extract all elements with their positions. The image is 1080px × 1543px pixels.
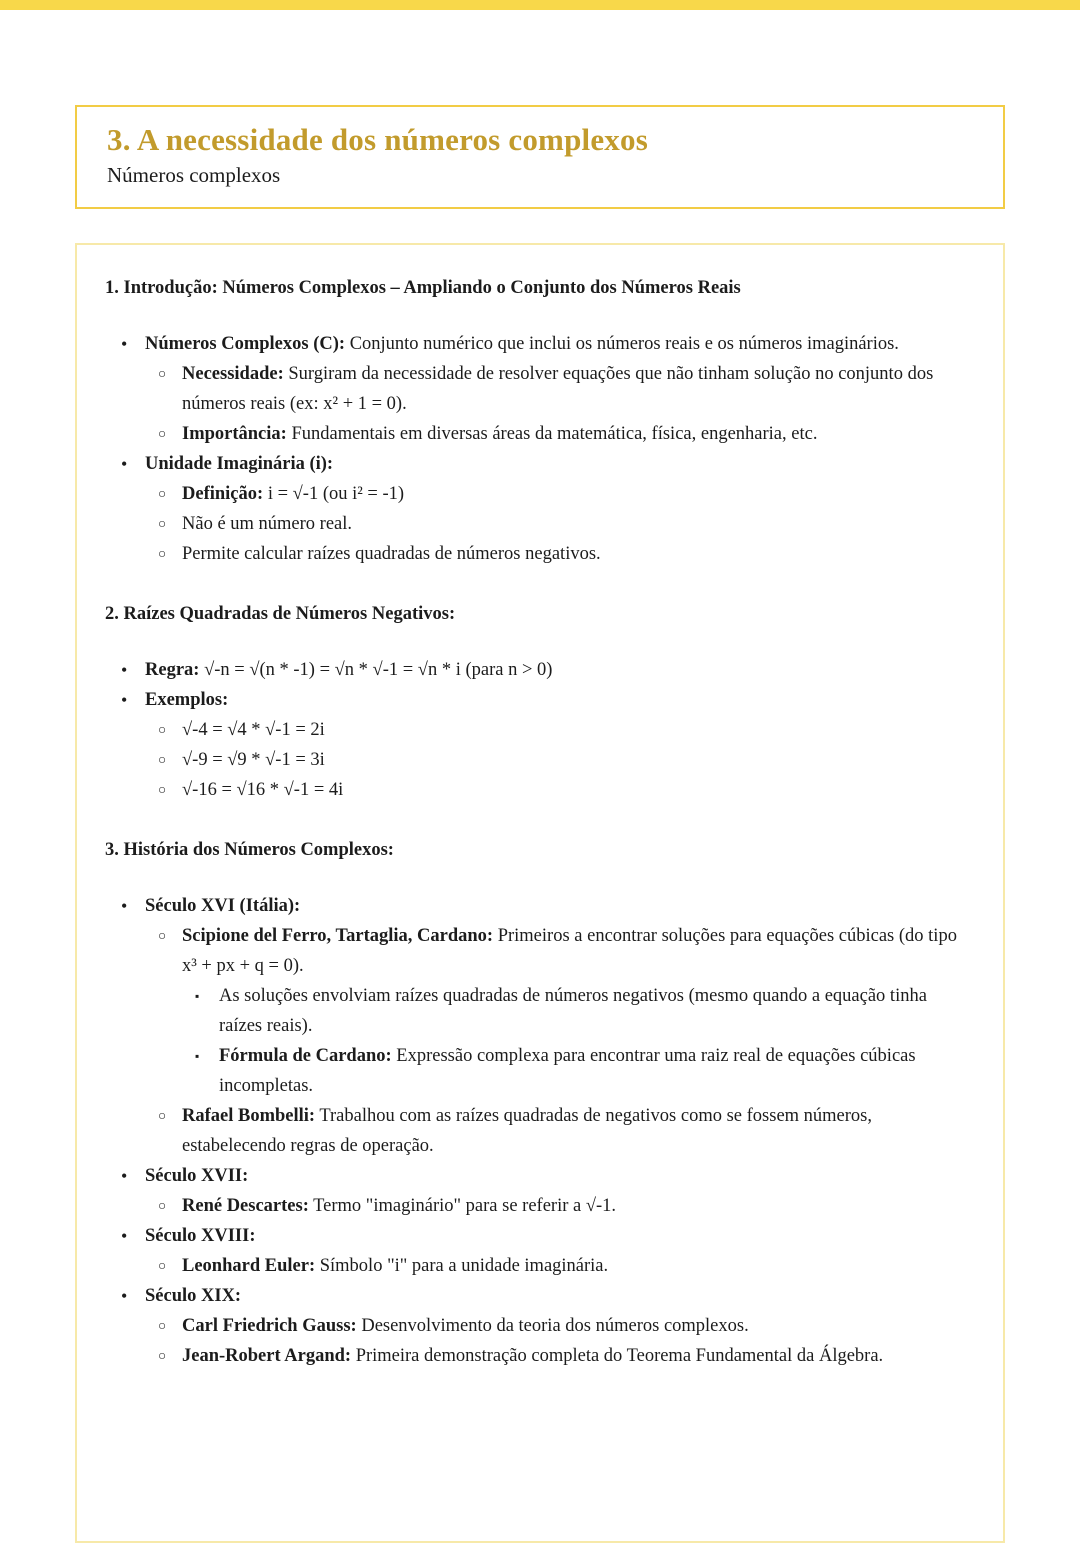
item-text [145,1221,961,1251]
item-text [145,449,961,479]
item-lead: Século XVII: [145,1166,249,1186]
content-blocks [105,273,961,1371]
bullet-icon: • [121,690,128,710]
item-lead: Números Complexos (C): [145,334,346,354]
list-item [105,655,961,685]
item-lead: Necessidade: [182,364,284,384]
bullet-icon: ○ [158,722,167,737]
bullet-icon: • [121,660,128,680]
item-lead: Século XIX: [145,1286,242,1306]
item-lead: Fórmula de Cardano: [219,1046,392,1066]
bullet-icon: ○ [158,546,167,561]
item-lead: Unidade Imaginária (i): [145,454,334,474]
list-item [105,479,961,509]
item-text: Jean-Robert Argand: Primeira demonstração completa do Teorema Fundamental da Álgebra. [182,1346,884,1366]
item-text: Não é um número real. [182,514,353,534]
item-text: Fórmula de Cardano: Expressão complexa para encontrar uma raiz real de equações cúbicas incompletas. [219,1046,916,1096]
item-text: As soluções envolviam raízes quadradas de números negativos (mesmo quando a equação tinha raízes reais). [219,986,927,1036]
list-item [105,921,961,981]
item-text: Leonhard Euler: Símbolo "i" para a unidade imaginária. [182,1256,609,1276]
top-accent-bar [0,0,1080,10]
item-lead: Carl Friedrich Gauss: [182,1316,357,1336]
bullet-icon: ▪ [195,1049,200,1063]
list-item [105,419,961,449]
list-item [105,1251,961,1281]
list-item [105,775,961,805]
item-text: René Descartes: Termo "imaginário" para se referir a √-1. [182,1196,617,1216]
item-lead: Exemplos: [145,690,229,710]
bullet-icon: ○ [158,366,167,381]
list-item [105,359,961,419]
list-item [105,329,961,359]
list-item [105,1221,961,1251]
item-lead: Importância: [182,424,287,444]
bullet-icon: ○ [158,1318,167,1333]
item-text: Scipione del Ferro, Tartaglia, Cardano: Primeiros a encontrar soluções para equações cúbicas (do tipo x³ + px + q = 0). [182,926,957,976]
bullet-icon: • [121,454,128,474]
item-lead: Século XVIII: [145,1226,256,1246]
item-text [145,1281,961,1311]
item-lead: Scipione del Ferro, Tartaglia, Cardano: [182,926,494,946]
bullet-icon: ○ [158,486,167,501]
bullet-icon: ○ [158,1348,167,1363]
section-heading: 3. História dos Números Complexos: [105,840,394,860]
item-text: Regra: √-n = √(n * -1) = √n * √-1 = √n * i (para n > 0) [145,660,553,680]
bullet-icon: ○ [158,1198,167,1213]
item-text [145,891,961,921]
bullet-icon: ○ [158,516,167,531]
list-item [105,1311,961,1341]
item-lead: Definição: [182,484,264,504]
page-subtitle: Números complexos [107,163,281,187]
bullet-icon: ○ [158,1108,167,1123]
item-text: Rafael Bombelli: Trabalhou com as raízes quadradas de negativos como se fossem números, estabelecendo regras de operação. [182,1106,873,1156]
item-lead: Século XVI (Itália): [145,896,301,916]
section-heading: 1. Introdução: Números Complexos – Ampliando o Conjunto dos Números Reais [105,278,741,298]
bullet-icon: • [121,334,128,354]
list-item [105,509,961,539]
item-text: Definição: i = √-1 (ou i² = -1) [182,484,405,504]
item-lead: Leonhard Euler: [182,1256,316,1276]
list-item [105,1341,961,1371]
page-title: 3. A necessidade dos números complexos [107,122,648,157]
item-text: Importância: Fundamentais em diversas áreas da matemática, física, engenharia, etc. [182,424,818,444]
list-item [105,449,961,479]
bullet-icon: ▪ [195,989,200,1003]
list-item [105,1191,961,1221]
bullet-icon: ○ [158,426,167,441]
list-item [105,1281,961,1311]
item-lead: Regra: [145,660,200,680]
item-text: Permite calcular raízes quadradas de números negativos. [182,544,601,564]
list-item [105,1101,961,1161]
bullet-icon: • [121,896,128,916]
item-lead: René Descartes: [182,1196,309,1216]
item-lead: Jean-Robert Argand: [182,1346,352,1366]
bullet-icon: ○ [158,782,167,797]
bullet-icon: ○ [158,752,167,767]
item-text: √-16 = √16 * √-1 = 4i [182,780,344,800]
item-text: √-9 = √9 * √-1 = 3i [182,750,325,770]
list-item [105,745,961,775]
list-item [105,539,961,569]
item-text [145,685,961,715]
bullet-icon: ○ [158,1258,167,1273]
bullet-icon: • [121,1226,128,1246]
list-item [105,1161,961,1191]
item-text: Números Complexos (C): Conjunto numérico que inclui os números reais e os números imaginários. [145,334,899,354]
item-lead: Rafael Bombelli: [182,1106,316,1126]
list-item [105,1041,961,1101]
content-box [75,243,1005,1543]
item-text: Carl Friedrich Gauss: Desenvolvimento da teoria dos números complexos. [182,1316,749,1336]
list-item [105,715,961,745]
item-text: √-4 = √4 * √-1 = 2i [182,720,325,740]
title-box [75,105,1005,209]
bullet-icon: • [121,1286,128,1306]
section-heading: 2. Raízes Quadradas de Números Negativos: [105,604,456,624]
bullet-icon: • [121,1166,128,1186]
item-text: Necessidade: Surgiram da necessidade de resolver equações que não tinham solução no conjunto dos números reais (ex: x² + 1 = 0). [182,364,934,414]
list-item [105,981,961,1041]
item-text [145,1161,961,1191]
bullet-icon: ○ [158,928,167,943]
list-item [105,891,961,921]
list-item [105,685,961,715]
